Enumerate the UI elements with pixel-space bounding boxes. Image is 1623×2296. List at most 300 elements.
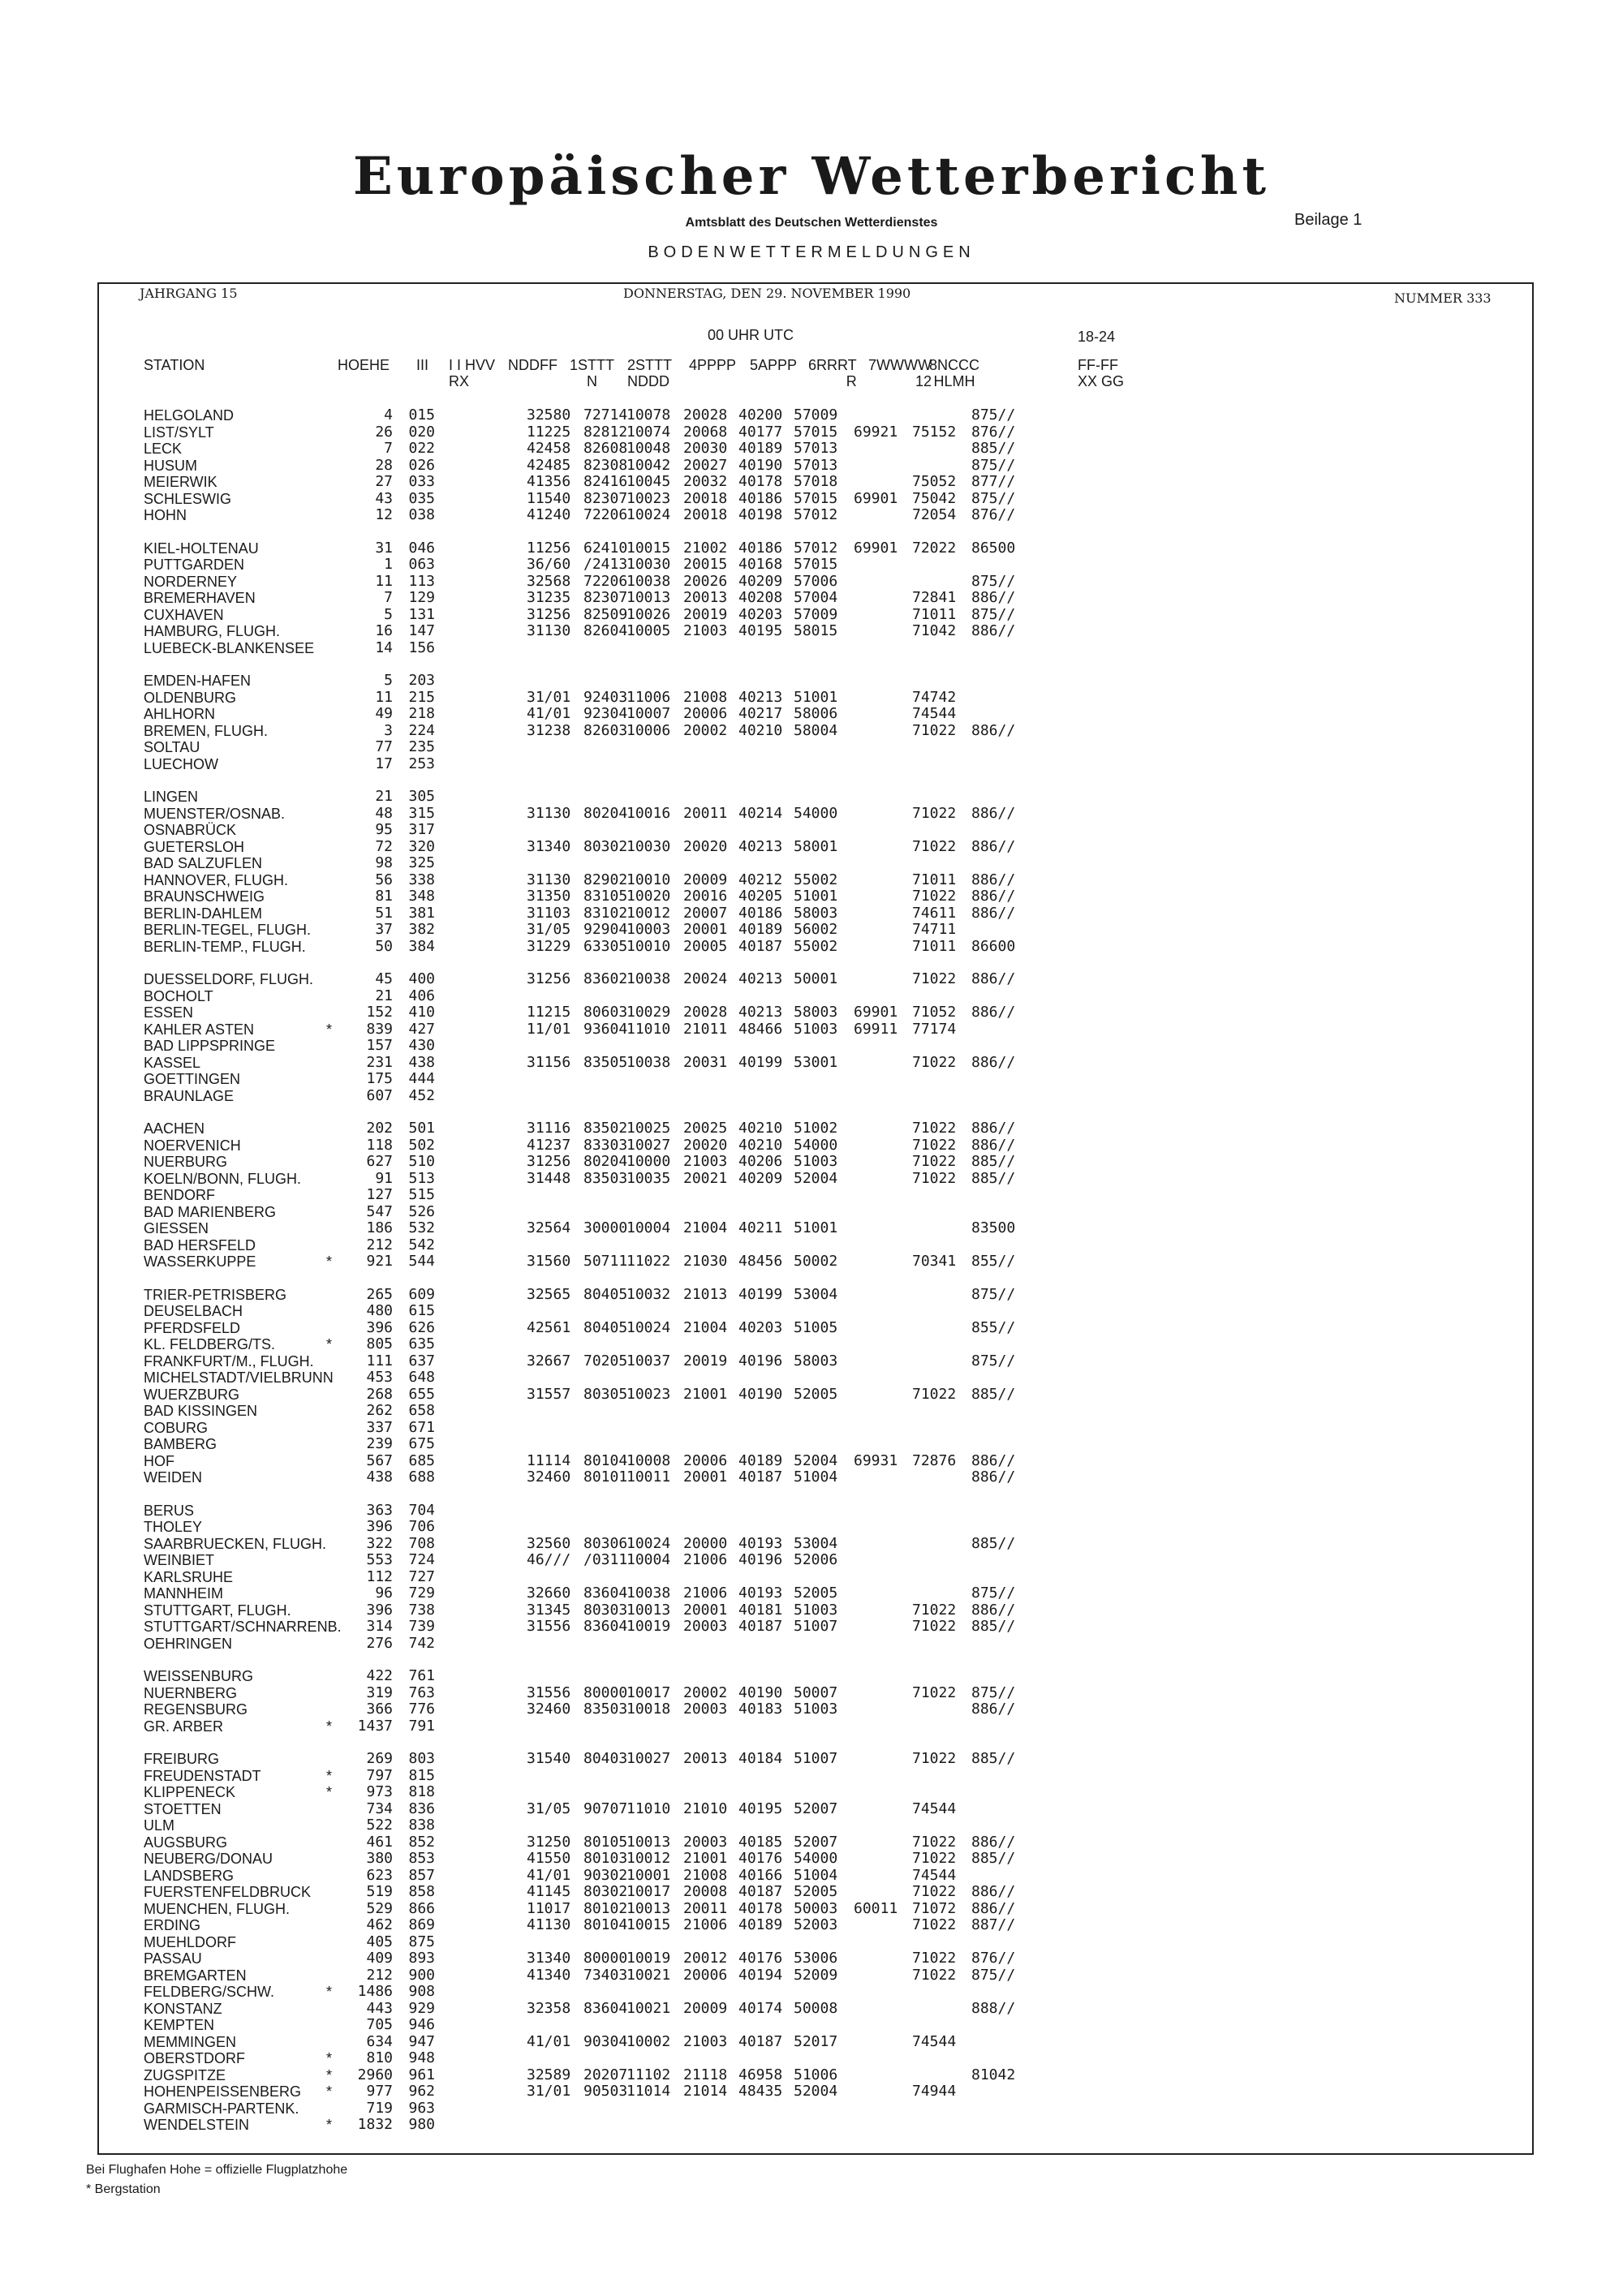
obs-group: 69911 <box>854 1020 898 1038</box>
station-name: COBURG <box>144 1419 209 1436</box>
station-hoehe: 12 <box>375 506 393 523</box>
obs-group: 83303 <box>583 1136 628 1154</box>
obs-group: 83604 <box>583 1999 628 2017</box>
obs-group: 80302 <box>583 837 628 855</box>
obs-group: 885// <box>971 1850 1016 1867</box>
obs-group: 20031 <box>683 1053 728 1071</box>
col-station: STATION <box>144 357 205 373</box>
station-hoehe: 319 <box>366 1683 393 1701</box>
station-id: 609 <box>408 1285 435 1303</box>
obs-group: 10019 <box>626 1618 671 1635</box>
station-name: WEIDEN <box>144 1469 202 1486</box>
station-name: KAHLER ASTEN <box>144 1021 255 1038</box>
obs-group: 886// <box>971 804 1016 822</box>
obs-group: 50002 <box>794 1253 838 1270</box>
obs-group: 21010 <box>683 1799 728 1817</box>
obs-group: 886// <box>971 1451 1016 1469</box>
station-hoehe: 45 <box>375 970 393 987</box>
obs-group: 10005 <box>626 622 671 639</box>
obs-group: 40187 <box>738 1883 783 1900</box>
station-hoehe: 634 <box>366 2032 393 2050</box>
obs-group: 21006 <box>683 1916 728 1933</box>
obs-group: 71022 <box>912 1153 957 1170</box>
station-hoehe: 567 <box>366 1451 393 1469</box>
station-hoehe: 81 <box>375 888 393 905</box>
obs-group: 886// <box>971 1136 1016 1154</box>
obs-group: 41130 <box>527 1916 571 1933</box>
station-hoehe: 705 <box>366 2016 393 2033</box>
obs-group: 51003 <box>794 1153 838 1170</box>
station-hoehe: 1437 <box>357 1717 393 1735</box>
obs-group: 10013 <box>626 1899 671 1917</box>
obs-group: 20002 <box>683 1683 728 1701</box>
obs-group: 20021 <box>683 1169 728 1187</box>
station-id: 026 <box>408 456 435 474</box>
obs-group: 71011 <box>912 605 957 623</box>
station-id: 961 <box>408 2066 435 2083</box>
obs-group: 32460 <box>527 1701 571 1718</box>
obs-group: 31156 <box>527 1053 571 1071</box>
station-name: DEUSELBACH <box>144 1303 243 1319</box>
station-hoehe: 5 <box>384 605 393 623</box>
station-id: 637 <box>408 1352 435 1369</box>
obs-group: 74544 <box>912 1799 957 1817</box>
obs-group: 82603 <box>583 721 628 739</box>
station-name: MUEHLDORF <box>144 1933 237 1950</box>
obs-group: 20001 <box>683 1601 728 1619</box>
station-hoehe: 734 <box>366 1799 393 1817</box>
station-hoehe: 366 <box>366 1701 393 1718</box>
obs-group: 40209 <box>738 1169 783 1187</box>
station-hoehe: 11 <box>375 688 393 706</box>
station-id: 444 <box>408 1070 435 1087</box>
station-hoehe: 26 <box>375 423 393 441</box>
obs-group: 52004 <box>794 1169 838 1187</box>
obs-group: 10008 <box>626 1451 671 1469</box>
obs-group: 886// <box>971 1899 1016 1917</box>
station-id: 430 <box>408 1037 435 1054</box>
obs-group: 92304 <box>583 705 628 722</box>
station-hoehe: 2960 <box>357 2066 393 2083</box>
obs-group: 20020 <box>683 837 728 855</box>
obs-group: 50711 <box>583 1253 628 1270</box>
station-name: THOLEY <box>144 1519 203 1535</box>
station-id: 838 <box>408 1817 435 1834</box>
obs-group: 10017 <box>626 1683 671 1701</box>
obs-group: 10045 <box>626 473 671 490</box>
obs-group: 11022 <box>626 1253 671 1270</box>
obs-group: 40183 <box>738 1701 783 1718</box>
obs-group: 10004 <box>626 1219 671 1236</box>
obs-group: 40189 <box>738 1916 783 1933</box>
station-name: NUERNBERG <box>144 1684 238 1701</box>
bergstation-marker: * <box>326 2117 333 2133</box>
station-id: 038 <box>408 506 435 523</box>
station-hoehe: 27 <box>375 473 393 490</box>
obs-group: 80000 <box>583 1950 628 1967</box>
station-hoehe: 16 <box>375 622 393 639</box>
obs-group: 71022 <box>912 1136 957 1154</box>
station-name: WENDELSTEIN <box>144 2117 250 2133</box>
obs-group: 10000 <box>626 1153 671 1170</box>
obs-group: 57013 <box>794 440 838 457</box>
obs-group: 877// <box>971 473 1016 490</box>
station-name: FREUDENSTADT <box>144 1767 261 1784</box>
station-hoehe: 3 <box>384 721 393 739</box>
station-id: 532 <box>408 1219 435 1236</box>
station-name: WEINBIET <box>144 1552 215 1568</box>
obs-group: 83602 <box>583 970 628 987</box>
obs-group: 31540 <box>527 1750 571 1767</box>
station-name: SOLTAU <box>144 739 200 755</box>
obs-group: 81042 <box>971 2066 1016 2083</box>
obs-group: 52005 <box>794 1883 838 1900</box>
station-hoehe: 111 <box>366 1352 393 1369</box>
obs-group: 875// <box>971 1584 1016 1602</box>
obs-group: 52004 <box>794 1451 838 1469</box>
station-id: 544 <box>408 1253 435 1270</box>
station-id: 962 <box>408 2083 435 2100</box>
obs-group: 40184 <box>738 1750 783 1767</box>
obs-group: 31256 <box>527 605 571 623</box>
obs-group: 57004 <box>794 589 838 606</box>
station-hoehe: 529 <box>366 1899 393 1917</box>
obs-group: 886// <box>971 837 1016 855</box>
obs-group: 10074 <box>626 423 671 441</box>
station-id: 203 <box>408 672 435 689</box>
obs-group: 20015 <box>683 556 728 573</box>
obs-group: 21118 <box>683 2066 728 2083</box>
obs-group: 11014 <box>626 2083 671 2100</box>
station-hoehe: 973 <box>366 1783 393 1800</box>
station-name: STOETTEN <box>144 1800 222 1817</box>
obs-group: 71022 <box>912 1833 957 1851</box>
station-hoehe: 805 <box>366 1335 393 1352</box>
station-id: 869 <box>408 1916 435 1933</box>
obs-group: 10015 <box>626 1916 671 1933</box>
obs-group: 32358 <box>527 1999 571 2017</box>
obs-group: 855// <box>971 1253 1016 1270</box>
obs-group: 51007 <box>794 1618 838 1635</box>
station-id: 526 <box>408 1202 435 1220</box>
obs-group: 71072 <box>912 1899 957 1917</box>
obs-group: 20006 <box>683 1451 728 1469</box>
obs-group: 31103 <box>527 904 571 922</box>
station-hoehe: 438 <box>366 1468 393 1486</box>
station-name: ZUGSPITZE <box>144 2066 226 2083</box>
jahrgang: JAHRGANG 15 <box>140 286 238 301</box>
obs-group: 58003 <box>794 904 838 922</box>
station-id: 325 <box>408 854 435 871</box>
station-name: GARMISCH-PARTENK. <box>144 2100 299 2117</box>
station-hoehe: 43 <box>375 489 393 507</box>
obs-group: 40186 <box>738 539 783 557</box>
obs-group: 40195 <box>738 1799 783 1817</box>
station-name: PUTTGARDEN <box>144 557 245 573</box>
col-c6: 5APPP <box>750 357 798 373</box>
obs-group: 20011 <box>683 1899 728 1917</box>
obs-group: 82307 <box>583 589 628 606</box>
obs-group: 90304 <box>583 2032 628 2050</box>
station-id: 063 <box>408 556 435 573</box>
obs-group: 83500 <box>971 1219 1016 1236</box>
obs-group: 40186 <box>738 904 783 922</box>
station-id: 671 <box>408 1418 435 1436</box>
station-hoehe: 462 <box>366 1916 393 1933</box>
station-id: 427 <box>408 1020 435 1038</box>
station-name: GUETERSLOH <box>144 838 245 855</box>
station-name: MUENSTER/OSNAB. <box>144 805 286 822</box>
station-id: 963 <box>408 2099 435 2117</box>
bergstation-marker: * <box>326 1253 333 1270</box>
obs-group: 51005 <box>794 1318 838 1336</box>
obs-group: 10023 <box>626 489 671 507</box>
obs-group: 10032 <box>626 1285 671 1303</box>
obs-group: 11010 <box>626 1020 671 1038</box>
obs-group: 82812 <box>583 423 628 441</box>
station-id: 156 <box>408 638 435 656</box>
station-name: NEUBERG/DONAU <box>144 1851 273 1867</box>
obs-group: 886// <box>971 1601 1016 1619</box>
obs-group: 32564 <box>527 1219 571 1236</box>
obs-group: 31130 <box>527 871 571 888</box>
station-name: NOERVENICH <box>144 1137 241 1154</box>
obs-group: 80101 <box>583 1468 628 1486</box>
obs-group: 10010 <box>626 871 671 888</box>
obs-group: 54000 <box>794 1136 838 1154</box>
obs-group: 10020 <box>626 888 671 905</box>
obs-group: 10038 <box>626 572 671 590</box>
obs-group: 10042 <box>626 456 671 474</box>
obs-group: 875// <box>971 456 1016 474</box>
obs-group: 57015 <box>794 556 838 573</box>
col-c3: 1STTT N <box>570 357 615 389</box>
obs-group: 20008 <box>683 1883 728 1900</box>
obs-group: 52007 <box>794 1799 838 1817</box>
station-hoehe: 152 <box>366 1004 393 1021</box>
obs-group: 50008 <box>794 1999 838 2017</box>
obs-group: 40199 <box>738 1285 783 1303</box>
station-name: BAMBERG <box>144 1436 217 1452</box>
station-hoehe: 95 <box>375 821 393 838</box>
obs-group: 86500 <box>971 539 1016 557</box>
obs-group: 21014 <box>683 2083 728 2100</box>
footnote-bergstation: * Bergstation <box>86 2182 161 2196</box>
obs-group: 20025 <box>683 1120 728 1137</box>
station-name: GIESSEN <box>144 1220 209 1236</box>
station-hoehe: 91 <box>375 1169 393 1187</box>
station-id: 791 <box>408 1717 435 1735</box>
obs-group: 51004 <box>794 1468 838 1486</box>
station-hoehe: 623 <box>366 1866 393 1884</box>
obs-group: 10024 <box>626 1534 671 1552</box>
obs-group: 875// <box>971 406 1016 424</box>
obs-group: 52007 <box>794 1833 838 1851</box>
obs-group: 71022 <box>912 1966 957 1984</box>
obs-group: 31229 <box>527 937 571 955</box>
obs-group: 20003 <box>683 1701 728 1718</box>
obs-group: 51004 <box>794 1866 838 1884</box>
obs-group: 51002 <box>794 1120 838 1137</box>
station-name: BAD SALZUFLEN <box>144 855 263 871</box>
station-hoehe: 921 <box>366 1253 393 1270</box>
obs-group: 20019 <box>683 1352 728 1369</box>
station-id: 738 <box>408 1601 435 1619</box>
obs-group: 10023 <box>626 1385 671 1403</box>
obs-group: 31/05 <box>527 921 571 938</box>
obs-group: 75042 <box>912 489 957 507</box>
obs-group: 40186 <box>738 489 783 507</box>
obs-group: 40214 <box>738 804 783 822</box>
obs-group: 74544 <box>912 2032 957 2050</box>
obs-group: 11114 <box>527 1451 571 1469</box>
station-name: EMDEN-HAFEN <box>144 673 252 689</box>
obs-group: 40205 <box>738 888 783 905</box>
obs-group: 57013 <box>794 456 838 474</box>
station-id: 235 <box>408 738 435 755</box>
obs-group: 40178 <box>738 1899 783 1917</box>
obs-group: 80303 <box>583 1601 628 1619</box>
obs-group: 32589 <box>527 2066 571 2083</box>
station-hoehe: 269 <box>366 1750 393 1767</box>
obs-group: 31556 <box>527 1683 571 1701</box>
obs-group: 58004 <box>794 721 838 739</box>
obs-group: 62410 <box>583 539 628 557</box>
obs-group: 52003 <box>794 1916 838 1933</box>
obs-group: 10027 <box>626 1136 671 1154</box>
station-hoehe: 31 <box>375 539 393 557</box>
obs-group: 20001 <box>683 921 728 938</box>
obs-group: 58006 <box>794 705 838 722</box>
obs-group: 20027 <box>683 456 728 474</box>
obs-group: 21002 <box>683 539 728 557</box>
obs-group: 20018 <box>683 506 728 523</box>
obs-group: 20005 <box>683 937 728 955</box>
obs-group: 51001 <box>794 888 838 905</box>
obs-group: 75052 <box>912 473 957 490</box>
station-id: 020 <box>408 423 435 441</box>
obs-group: 31130 <box>527 622 571 639</box>
obs-group: 31235 <box>527 589 571 606</box>
obs-group: 92904 <box>583 921 628 938</box>
obs-group: 80104 <box>583 1916 628 1933</box>
station-name: FREIBURG <box>144 1751 220 1767</box>
bergstation-marker: * <box>326 1021 333 1038</box>
station-hoehe: 380 <box>366 1850 393 1867</box>
obs-group: 21003 <box>683 622 728 639</box>
obs-group: 875// <box>971 489 1016 507</box>
col-hoehe: HOEHE <box>338 357 390 373</box>
obs-group: 40213 <box>738 970 783 987</box>
station-name: BENDORF <box>144 1187 216 1203</box>
station-hoehe: 396 <box>366 1601 393 1619</box>
obs-group: 74611 <box>912 904 957 922</box>
station-id: 948 <box>408 2049 435 2066</box>
obs-group: 46/// <box>527 1551 571 1568</box>
obs-group: 82416 <box>583 473 628 490</box>
obs-group: 69921 <box>854 423 898 441</box>
obs-group: 10021 <box>626 1966 671 1984</box>
obs-group: 40176 <box>738 1950 783 1967</box>
station-id: 022 <box>408 440 435 457</box>
station-name: HUSUM <box>144 457 197 474</box>
station-name: OLDENBURG <box>144 689 237 706</box>
obs-group: 40190 <box>738 456 783 474</box>
obs-group: 83505 <box>583 1053 628 1071</box>
station-id: 400 <box>408 970 435 987</box>
station-name: FELDBERG/SCHW. <box>144 1984 275 2000</box>
obs-group: 52006 <box>794 1551 838 1568</box>
station-hoehe: 627 <box>366 1153 393 1170</box>
obs-group: 41356 <box>527 473 571 490</box>
obs-group: 20012 <box>683 1950 728 1967</box>
station-id: 980 <box>408 2116 435 2133</box>
station-hoehe: 363 <box>366 1501 393 1519</box>
obs-group: 40208 <box>738 589 783 606</box>
obs-group: 10029 <box>626 1004 671 1021</box>
obs-group: 886// <box>971 1004 1016 1021</box>
obs-group: 72054 <box>912 506 957 523</box>
station-id: 438 <box>408 1053 435 1071</box>
obs-group: 57012 <box>794 506 838 523</box>
station-id: 129 <box>408 589 435 606</box>
station-hoehe: 276 <box>366 1634 393 1652</box>
station-id: 033 <box>408 473 435 490</box>
obs-group: 71022 <box>912 1750 957 1767</box>
obs-group: 20006 <box>683 1966 728 1984</box>
obs-group: 30000 <box>583 1219 628 1236</box>
obs-group: 80405 <box>583 1318 628 1336</box>
obs-group: 876// <box>971 1950 1016 1967</box>
obs-group: 11010 <box>626 1799 671 1817</box>
obs-group: 886// <box>971 904 1016 922</box>
station-name: FRANKFURT/M., FLUGH. <box>144 1352 314 1369</box>
obs-group: 52005 <box>794 1584 838 1602</box>
station-name: GOETTINGEN <box>144 1071 241 1087</box>
station-hoehe: 607 <box>366 1086 393 1104</box>
obs-group: 71022 <box>912 1385 957 1403</box>
obs-group: 40189 <box>738 1451 783 1469</box>
obs-group: 71022 <box>912 970 957 987</box>
station-hoehe: 7 <box>384 589 393 606</box>
obs-group: 74742 <box>912 688 957 706</box>
obs-group: 40210 <box>738 1120 783 1137</box>
obs-group: 21008 <box>683 1866 728 1884</box>
obs-group: 40196 <box>738 1352 783 1369</box>
obs-group: 885// <box>971 440 1016 457</box>
station-name: KEMPTEN <box>144 2017 215 2033</box>
obs-group: 53006 <box>794 1950 838 1967</box>
station-hoehe: 1 <box>384 556 393 573</box>
station-id: 615 <box>408 1302 435 1319</box>
obs-group: 71011 <box>912 937 957 955</box>
obs-group: 50003 <box>794 1899 838 1917</box>
obs-group: 80405 <box>583 1285 628 1303</box>
obs-group: 20009 <box>683 1999 728 2017</box>
obs-group: 31340 <box>527 1950 571 1967</box>
col-c9: 8NCCC HLMH <box>929 357 980 389</box>
obs-group: 71022 <box>912 1850 957 1867</box>
obs-group: 51007 <box>794 1750 838 1767</box>
obs-group: 32580 <box>527 406 571 424</box>
obs-group: 71022 <box>912 804 957 822</box>
obs-group: 10019 <box>626 1950 671 1967</box>
station-name: BRAUNLAGE <box>144 1087 235 1104</box>
col-c7: 6RRRT R <box>808 357 857 389</box>
station-id: 706 <box>408 1518 435 1535</box>
obs-group: 886// <box>971 1468 1016 1486</box>
obs-group: 41237 <box>527 1136 571 1154</box>
